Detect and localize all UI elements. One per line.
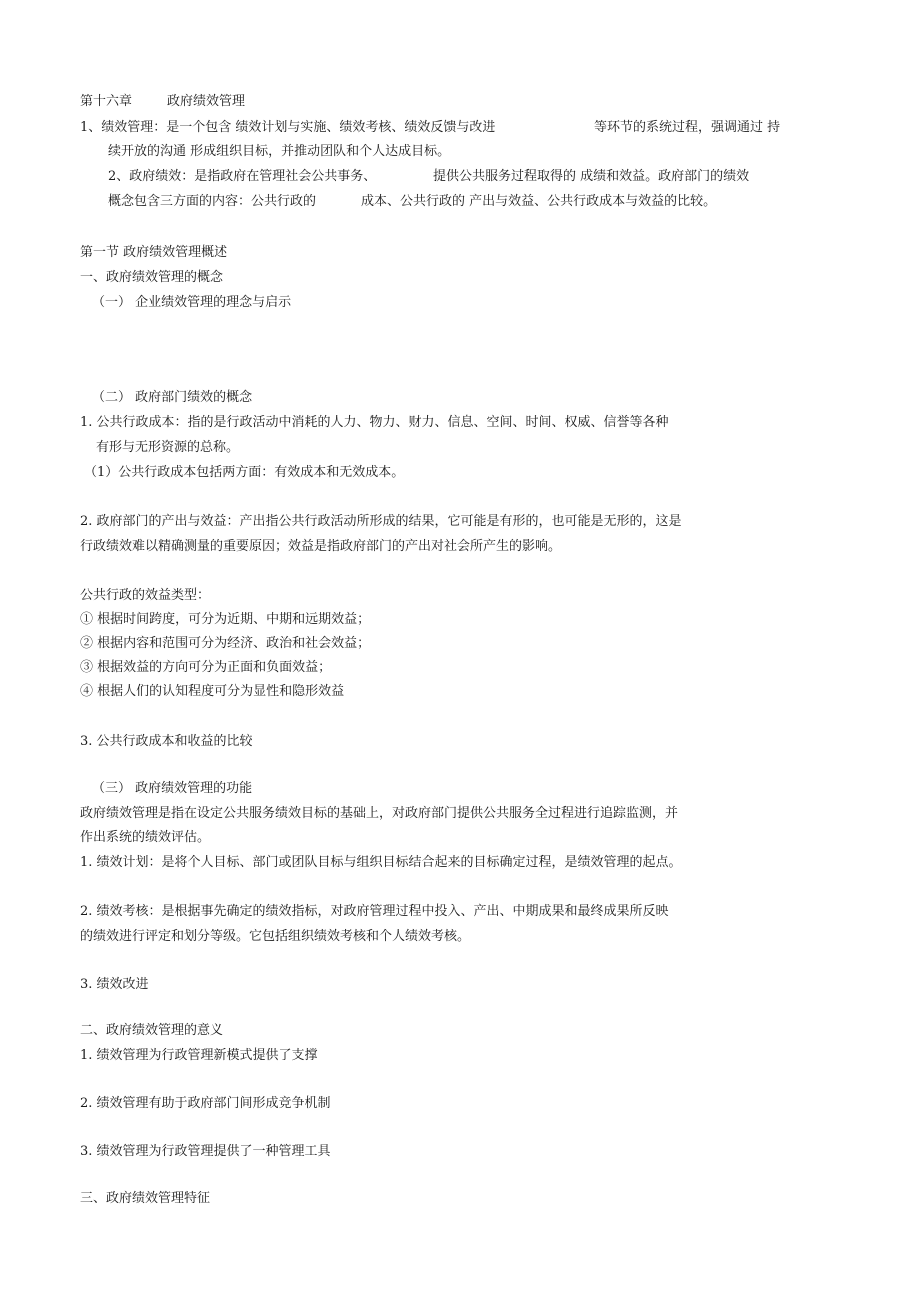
definition-1-part-a: 1、绩效管理：是一个包含 绩效计划与实施、绩效考核、绩效反馈与改进 (80, 120, 496, 135)
performance-evaluation-line-2: 的绩效进行评定和划分等级。它包括组织绩效考核和个人绩效考核。 (80, 929, 471, 944)
benefit-item: ④ 根据人们的认知程度可分为显性和隐形效益 (80, 684, 345, 699)
performance-evaluation-line-1: 2. 绩效考核：是根据事先确定的绩效指标，对政府管理过程中投入、产出、中期成果和最终成果所反映 (80, 904, 669, 919)
chapter-number: 第十六章 (80, 94, 133, 109)
performance-plan: 1. 绩效计划：是将个人目标、部门或团队目标与组织目标结合起来的目标确定过程，是绩效管理的起点。 (80, 855, 682, 870)
benefit-item: ① 根据时间跨度，可分为近期、中期和远期效益； (80, 612, 371, 627)
heading-two: 二、政府绩效管理的意义 (80, 1023, 224, 1038)
chapter-title: 政府绩效管理 (167, 94, 246, 109)
function-paragraph-line-2: 作出系统的绩效评估。 (80, 830, 211, 845)
cost-paragraph-line-2: 有形与无形资源的总称。 (96, 440, 240, 455)
benefit-item: ③ 根据效益的方向可分为正面和负面效益； (80, 660, 332, 675)
function-paragraph-line-1: 政府绩效管理是指在设定公共服务绩效目标的基础上，对政府部门提供公共服务全过程进行追踪监测，并 (80, 806, 679, 821)
cost-subitem: （1）公共行政成本包括两方面：有效成本和无效成本。 (84, 465, 405, 480)
definition-1-part-c: 续开放的沟通 形成组织目标，并推动团队和个人达成目标。 (108, 144, 451, 159)
performance-improvement: 3. 绩效改进 (80, 977, 149, 992)
subheading-3: （三） 政府绩效管理的功能 (92, 781, 253, 796)
definition-2-part-d: 成本、公共行政的 产出与效益、公共行政成本与效益的比较。 (361, 194, 717, 209)
subheading-1: （一） 企业绩效管理的理念与启示 (92, 295, 292, 310)
cost-benefit-comparison: 3. 公共行政成本和收益的比较 (80, 734, 253, 749)
heading-one: 一、政府绩效管理的概念 (80, 270, 224, 285)
significance-item: 1. 绩效管理为行政管理新模式提供了支撑 (80, 1048, 318, 1063)
significance-item: 3. 绩效管理为行政管理提供了一种管理工具 (80, 1144, 331, 1159)
significance-item: 2. 绩效管理有助于政府部门间形成竞争机制 (80, 1096, 331, 1111)
cost-paragraph-line-1: 1. 公共行政成本：指的是行政活动中消耗的人力、物力、财力、信息、空间、时间、权威、信誉等各种 (80, 415, 669, 430)
subheading-2: （二） 政府部门绩效的概念 (92, 390, 253, 405)
definition-2-part-c: 概念包含三方面的内容：公共行政的 (108, 194, 317, 209)
benefit-item: ② 根据内容和范围可分为经济、政治和社会效益； (80, 636, 371, 651)
heading-three: 三、政府绩效管理特征 (80, 1191, 211, 1206)
output-paragraph-line-1: 2. 政府部门的产出与效益：产出指公共行政活动所形成的结果，它可能是有形的，也可能是无形的，这是 (80, 514, 682, 529)
definition-2-part-b: 提供公共服务过程取得的 成绩和效益。政府部门的绩效 (433, 169, 750, 184)
definition-2-part-a: 2、政府绩效：是指政府在管理社会公共事务、 (108, 169, 377, 184)
output-paragraph-line-2: 行政绩效难以精确测量的重要原因；效益是指政府部门的产出对社会所产生的影响。 (80, 539, 562, 554)
definition-1-part-b: 等环节的系统过程，强调通过 持 (594, 120, 781, 135)
benefit-types-heading: 公共行政的效益类型： (80, 588, 211, 603)
section-1-title: 第一节 政府绩效管理概述 (80, 245, 228, 260)
